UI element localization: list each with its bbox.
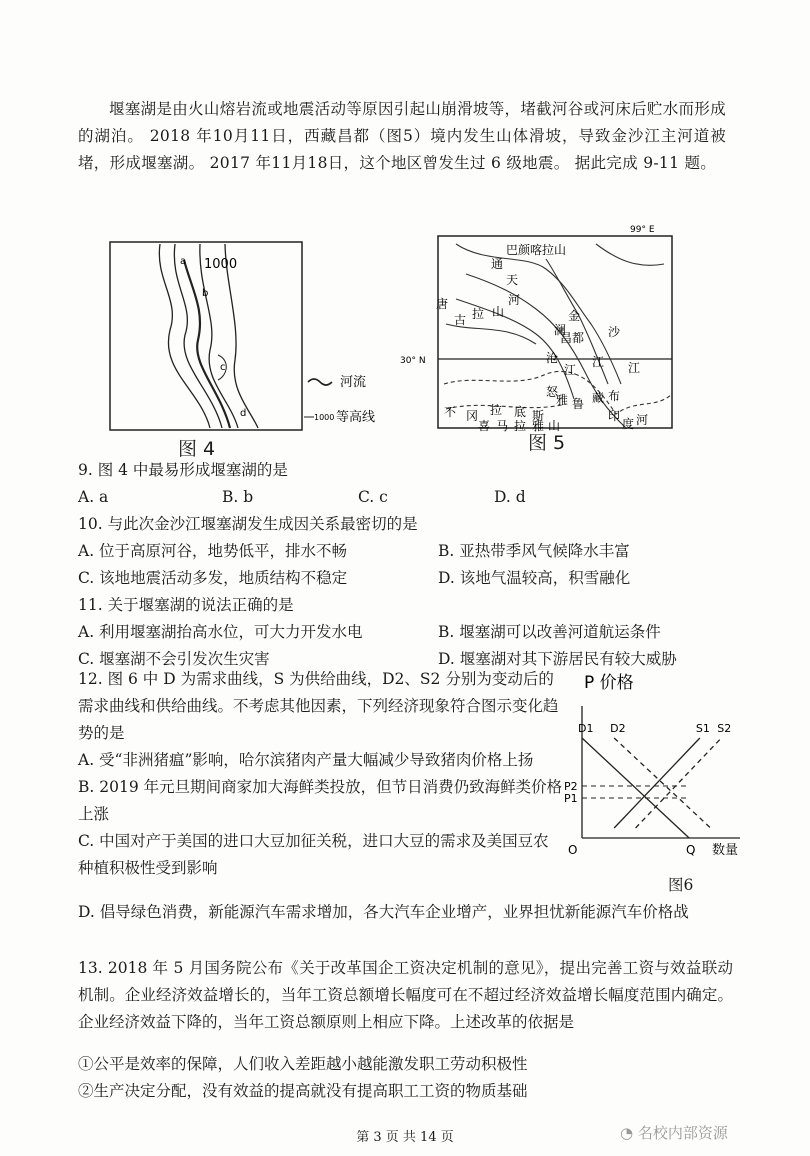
fig4-label-a: a [180,256,187,267]
figure-5-map [396,224,676,434]
fig5-place-label: 金 [568,309,581,323]
fig5-place-label: 江 [628,361,641,375]
fig5-place-label: 底 [514,405,527,419]
q12-block [78,666,564,882]
watermark-text: 名校内部资源 [637,1124,728,1142]
fig5-place-label: 昌都 [560,331,585,345]
q9-option-b: B. b [222,488,254,506]
intro-paragraph: 堰塞湖是由火山熔岩流或地震活动等原因引起山崩滑坡等，堵截河谷或河床后贮水而形成的湖泊。 2018 年10月11日，西藏昌都（图5）境内发生山体滑坡，导致金沙江主河道被堵，形成堰塞湖。 2017 年11月18日，这个地区曾发生过 6 级地震。 据此完成 9-11 题。 [78,100,726,172]
q11-option-a: A. 利用堰塞湖抬高水位，可大力开发水电 [78,623,363,641]
river-legend-icon [308,379,332,385]
curve-label-d2: D2 [610,722,626,735]
origin-label: O [568,843,578,857]
fig5-place-label: 马 [496,419,509,433]
figure-6 [560,666,770,880]
fig5-place-label: 布 [608,389,621,403]
figure-4 [100,240,410,469]
fig5-place-label: 山 [548,419,561,433]
curve-label-s1: S1 [695,722,710,735]
figure-5 [396,224,676,438]
curve-label-s2: S2 [717,722,732,735]
q13-item-2: ②生产决定分配，没有效益的提高就没有提高职工工资的物质基础 [78,1082,528,1100]
figure-5-caption: 图 5 [528,432,566,454]
figure-4-map [100,240,410,465]
q13-item-1: ①公平是效率的保障，人们收入差距越小越能激发职工劳动积极性 [78,1055,528,1073]
q12-option-a: A. 受“非洲猪瘟”影响，哈尔滨猪肉产量大幅减少导致猪肉价格上扬 [78,751,534,769]
fig5-place-label: 古 [454,313,467,327]
curve-s2 [636,738,722,828]
q-label: Q [686,843,696,857]
q9-stem: 9. 图 4 中最易形成堰塞湖的是 [78,461,288,479]
q11-stem: 11. 关于堰塞湖的说法正确的是 [78,596,294,614]
fig5-place-label: 冈 [466,409,479,423]
fig5-latitude: 30° N [400,356,426,366]
y-axis-label: P 价格 [584,673,634,693]
price-label-p1: P1 [564,792,578,805]
curve-label-d1: D1 [578,722,594,735]
q11-option-d: D. 堰塞湖对其下游居民有较大威胁 [438,650,677,668]
fig5-place-label: 度 [622,417,635,431]
fig4-label-b: b [202,288,209,299]
fig5-place-label: 拉 [514,419,527,433]
q12-stem: 12. 图 6 中 D 为需求曲线，S 为供给曲线，D2、S2 分别为变动后的需求曲线和供给曲线。不考虑其他因素，下列经济现象符合图示变化趋势的是 [78,670,559,742]
q10-option-c: C. 该地地震活动多发，地质结构不稳定 [78,569,348,587]
q10-option-d: D. 该地气温较高，积雪融化 [438,569,631,587]
q9-option-a: A. a [78,488,109,506]
figure-4-caption: 图 4 [178,438,216,460]
fig5-place-label: 巴颜喀拉山 [506,243,567,257]
fig5-place-label: 沧 [546,351,559,365]
q12-option-b: B. 2019 年元旦期间商家加大海鲜类投放，但节日消费仍致海鲜类价格上涨 [78,778,563,823]
fig5-place-label: 雅 [556,393,569,407]
fig4-legend-contour-value: 1000 [314,413,335,422]
fig5-place-label: 雅 [532,419,545,433]
watermark [620,1122,728,1143]
q11-option-c: C. 堰塞湖不会引发次生灾害 [78,650,270,668]
fig4-contour-label: 1000 [204,257,238,272]
fig5-place-label: 斯 [532,409,545,423]
fig5-place-label: 通 [491,257,504,271]
fig5-place-label: 怒 [546,385,559,399]
fig5-place-label: 拉 [472,307,485,321]
fig5-place-label: 拉 [490,403,503,417]
page-footer: 第 3 页 共 14 页 [356,1130,454,1145]
q9-option-c: C. c [358,488,388,506]
fig5-place-label: 山 [492,305,505,319]
fig5-place-label: 印 [608,409,621,423]
fig4-label-d: d [240,408,247,419]
fig5-place-label: 河 [508,293,521,307]
fig5-longitude: 99° E [630,225,655,235]
fig5-place-label: 藏 [592,391,605,405]
curve-d2 [614,738,710,828]
fig4-legend-contour: 等高线 [336,410,376,425]
q10-option-a: A. 位于高原河谷，地势低平，排水不畅 [78,542,348,560]
q9-option-d: D. d [494,488,526,506]
fig5-place-label: 天 [506,273,519,287]
fig4-legend-river: 河流 [340,375,367,390]
fig4-label-c: c [220,362,226,373]
figure-6-caption: 图6 [668,876,694,894]
q10-stem: 10. 与此次金沙江堰塞湖发生成因关系最密切的是 [78,515,418,533]
q13-stem: 13. 2018 年 5 月国务院公布《关于改革国企工资决定机制的意见》，提出完善工资与效益联动机制。企业经济效益增长的，当年工资总额增长幅度可在不超过经济效益增长幅度范围内确定。企业经济效益下降的，当年工资总额原则上相应下降。上述改革的依据是 [78,959,733,1031]
q11-option-b: B. 堰塞湖可以改善河道航运条件 [438,623,661,641]
q10-option-b: B. 亚热带季风气候降水丰富 [438,542,630,560]
fig5-place-label: 河 [636,413,649,427]
q12-option-d: D. 倡导绿色消费，新能源汽车需求增加，各大汽车企业增产，业界担忧新能源汽车价格战 [78,903,689,921]
fig5-place-label: 鲁 [572,397,585,411]
fig5-place-label: 喜 [478,419,491,433]
fig5-place-label: 江 [592,355,605,369]
price-label-p2: P2 [564,780,578,793]
fig5-place-label: 不 [444,405,457,419]
figure-6-chart [560,666,770,876]
wechat-icon: ◔ [620,1124,634,1142]
fig5-place-label: 江 [564,363,577,377]
fig5-place-label: 唐 [436,297,449,311]
fig5-place-label: 澜 [554,323,567,337]
x-axis-label: 数量 [712,843,739,858]
fig5-place-label: 沙 [608,325,621,339]
curve-s1 [614,738,700,828]
q12-option-c: C. 中国对产于美国的进口大豆加征关税，进口大豆的需求及美国豆农种植积极性受到影响 [78,832,549,877]
